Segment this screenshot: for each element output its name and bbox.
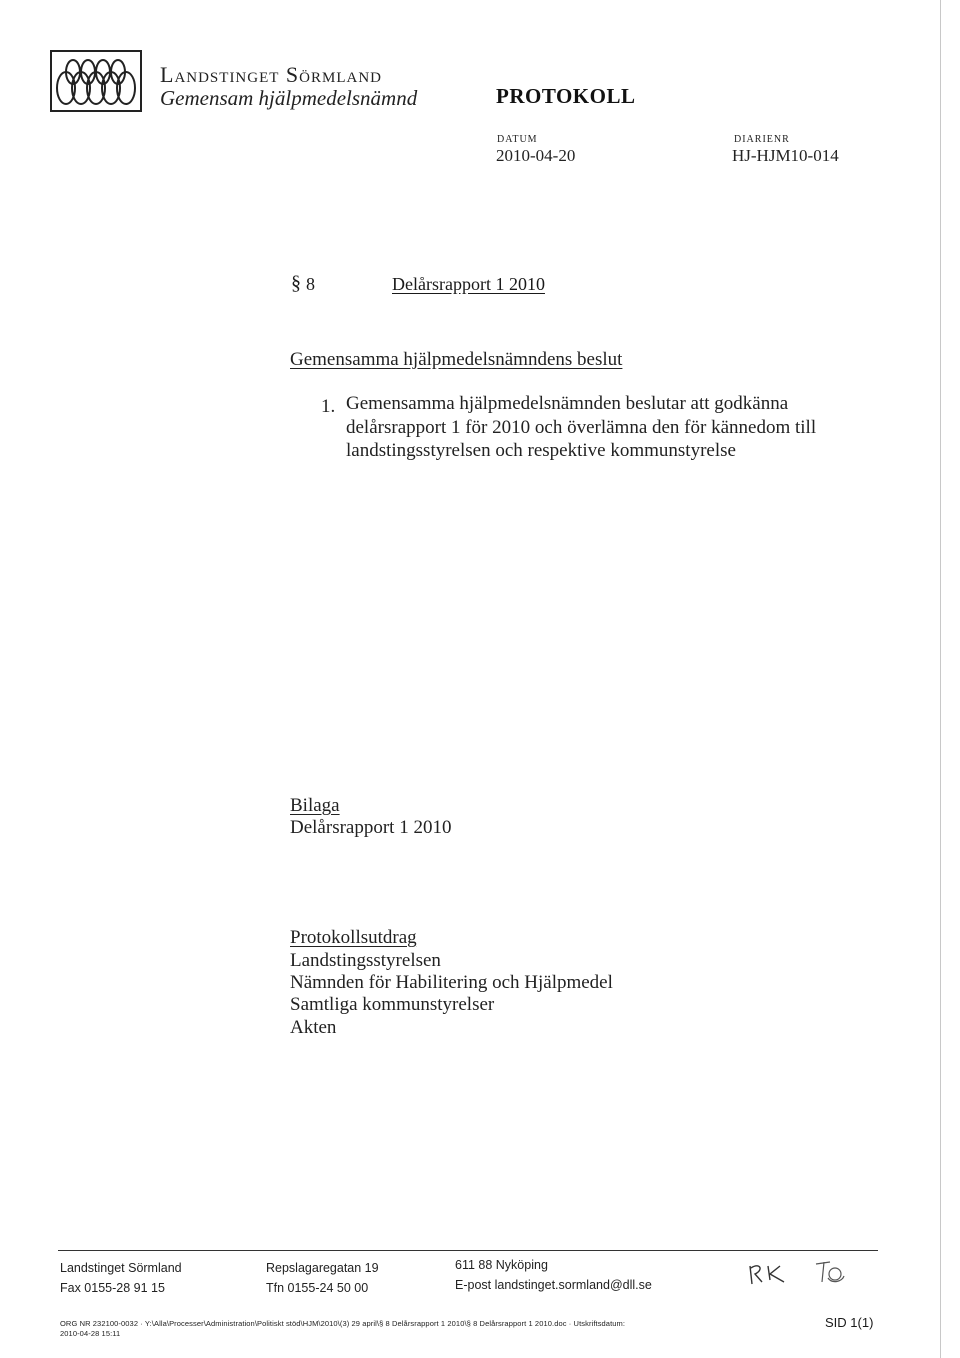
document-type: PROTOKOLL [496,84,636,108]
decision-text [346,392,846,463]
footer-print-date: 2010-04-28 15:11 [60,1329,121,1338]
decision-line: landstingsstyrelsen och respektive kommunstyrelse [346,440,736,461]
footer-fax: Fax 0155-28 91 15 [60,1281,165,1295]
diarienr-label: DIARIENR [734,134,790,145]
org-name: Landstinget Sörmland [160,62,382,87]
handwritten-initials-icon [746,1256,856,1290]
footer-phone: Tfn 0155-24 50 00 [266,1281,369,1295]
footer-email: E-post landstinget.sormland@dll.se [455,1278,652,1292]
datum-label: DATUM [497,134,538,145]
footer-org: Landstinget Sörmland [60,1261,182,1275]
decision-line: Gemensamma hjälpmedelsnämnden beslutar att godkänna [346,393,789,414]
footer-file-path: ORG NR 232100-0032 · Y:\Alla\Processer\Administration\Politiskt stöd\HJM\2010\(3) 29 april\§ 8 Delårsrapport 1 2010\§ 8 Delårsrapport 1 2010.doc · Utskriftsdatum: [60,1319,626,1328]
attachment-item: Delårsrapport 1 2010 [290,817,452,838]
section-sign: § [291,272,301,294]
distribution-recipient: Landstingsstyrelsen [290,950,441,971]
landsting-logo-icon [50,50,142,112]
footer-postal: 611 88 Nyköping [455,1258,548,1272]
footer-divider [58,1250,878,1251]
decision-line: delårsrapport 1 för 2010 och överlämna den för kännedom till [346,416,817,438]
attachment-heading: Bilaga [290,795,340,816]
section-number: 8 [306,274,315,294]
distribution-recipient: Akten [290,1017,337,1038]
distribution-recipient: Samtliga kommunstyrelser [290,994,495,1015]
scan-edge-line [940,0,941,1358]
distribution-recipient: Nämnden för Habilitering och Hjälpmedel [290,972,613,993]
diarienr-value: HJ-HJM10-014 [732,146,839,165]
decision-item-number: 1. [321,396,336,417]
footer-address: Repslagaregatan 19 [266,1261,379,1275]
distribution-heading: Protokollsutdrag [290,927,417,948]
page-number: SID 1(1) [825,1315,874,1330]
org-subtitle: Gemensam hjälpmedelsnämnd [160,86,418,110]
datum-value: 2010-04-20 [496,146,576,165]
section-title: Delårsrapport 1 2010 [392,274,545,294]
decision-heading: Gemensamma hjälpmedelsnämndens beslut [290,349,623,370]
